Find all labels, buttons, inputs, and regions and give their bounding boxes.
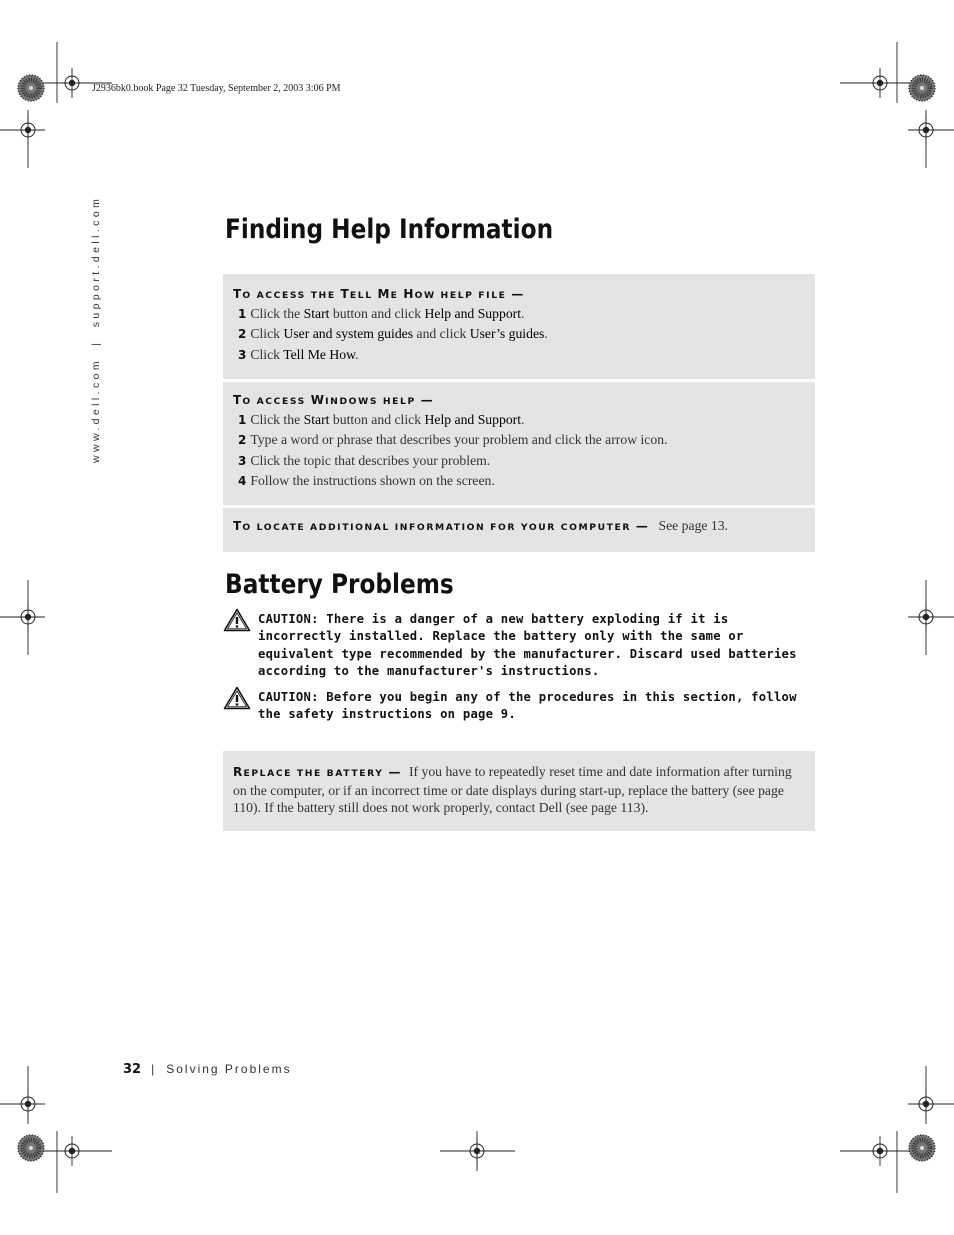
list-item — [238, 430, 668, 450]
footer-separator: | — [151, 1062, 155, 1076]
step-keyword: Start — [303, 412, 330, 427]
heading-dash: — — [511, 287, 525, 301]
step-keyword: Help and Support — [424, 412, 522, 427]
side-url-separator: | — [90, 339, 102, 346]
replace-heading — [233, 765, 402, 779]
step-text: Click the — [250, 306, 304, 321]
tellme-heading — [233, 287, 525, 301]
list-item — [238, 345, 548, 365]
locate-text: See page 13. — [658, 518, 729, 533]
list-item — [238, 451, 668, 471]
heading-text: OW HELP FILE — [414, 290, 512, 301]
step-text: Click — [250, 326, 284, 342]
page-number: 32 — [123, 1062, 142, 1077]
heading-text: M — [377, 287, 391, 301]
step-number: 3 — [238, 347, 247, 362]
step-text: . — [521, 412, 525, 427]
side-url-left: www.dell.com — [90, 358, 102, 463]
heading-dash: — — [388, 765, 402, 779]
step-keyword: User’s guides — [469, 326, 545, 342]
step-keyword: Help and Support — [424, 306, 522, 321]
step-number: 4 — [238, 474, 247, 489]
print-header: J2936bk0.book Page 32 Tuesday, September 2, 2003 3:06 PM — [92, 83, 341, 94]
step-text: button and click — [329, 412, 425, 427]
heading-text: T — [340, 287, 350, 301]
heading-text: H — [403, 287, 415, 301]
step-text: Click — [250, 346, 284, 362]
step-number: 1 — [238, 307, 247, 321]
step-text: Type a word or phrase that describes your problem and click the arrow icon. — [250, 432, 668, 448]
heading-text: EPLACE THE BATTERY — [243, 768, 389, 779]
heading-text: T — [233, 519, 243, 533]
side-url — [90, 196, 102, 463]
replace-battery-box — [223, 751, 815, 831]
heading-text: R — [233, 765, 244, 779]
windows-help-box — [223, 382, 815, 505]
heading-text: O ACCESS — [242, 396, 311, 407]
step-number: 2 — [238, 433, 247, 448]
heading-text: T — [233, 393, 243, 407]
tellme-steps — [238, 304, 548, 365]
heading-text: ELL — [349, 290, 378, 301]
windows-steps — [238, 410, 668, 492]
list-item — [238, 410, 668, 430]
warning-triangle-icon — [223, 686, 251, 710]
step-keyword: Start — [303, 306, 330, 321]
heading-text: E — [390, 290, 404, 301]
step-text: Click the topic that describes your problem. — [250, 452, 491, 468]
heading-text: W — [310, 393, 326, 407]
heading-text: T — [233, 287, 243, 301]
replace-text: If you have to repeatedly reset time and date information after turning on the computer, or if an incorrect time or date displays during start-up, replace the battery (see page 110). If the battery still does not work properly, contact Dell (see page 113). — [233, 764, 792, 815]
step-number: 2 — [238, 327, 247, 342]
heading-dash: — — [635, 519, 650, 533]
step-text: . — [521, 306, 525, 321]
list-item — [238, 304, 548, 324]
step-text: . — [355, 346, 359, 362]
windows-heading — [233, 393, 434, 407]
side-url-right: support.dell.com — [90, 195, 102, 328]
footer-section-title: Solving Problems — [166, 1062, 292, 1076]
finding-help-title: Finding Help Information — [225, 214, 554, 245]
warning-triangle-icon — [223, 608, 251, 632]
page-footer — [123, 1062, 292, 1077]
heading-dash: — — [420, 393, 434, 407]
list-item — [238, 324, 548, 344]
step-text: and click — [413, 326, 470, 342]
caution-text: CAUTION: There is a danger of a new battery exploding if it is incorrectly installed. Replace the battery only with the same or equivalent type recommended by the manufacturer. Discard used batteries according to the manufacturer's instructions. — [258, 612, 797, 679]
tellme-box — [223, 274, 815, 379]
battery-problems-title: Battery Problems — [225, 569, 454, 600]
step-keyword: Tell Me How — [283, 346, 356, 362]
heading-text: O ACCESS THE — [242, 290, 341, 301]
step-text: Click the — [250, 412, 304, 427]
replace-battery-paragraph — [233, 763, 805, 816]
step-number: 1 — [238, 413, 247, 427]
locate-info-box — [223, 508, 815, 552]
step-text: button and click — [329, 306, 425, 321]
step-keyword: User and system guides — [283, 326, 414, 342]
heading-text: INDOWS HELP — [325, 396, 421, 407]
step-number: 3 — [238, 453, 247, 468]
heading-text: O LOCATE ADDITIONAL INFORMATION FOR YOUR COMPUTER — [242, 522, 636, 533]
list-item — [238, 471, 668, 491]
step-text: Follow the instructions shown on the screen. — [250, 473, 495, 489]
step-text: . — [544, 326, 548, 342]
locate-heading — [233, 518, 728, 534]
caution-text: CAUTION: Before you begin any of the procedures in this section, follow the safety instructions on page 9. — [258, 690, 797, 722]
